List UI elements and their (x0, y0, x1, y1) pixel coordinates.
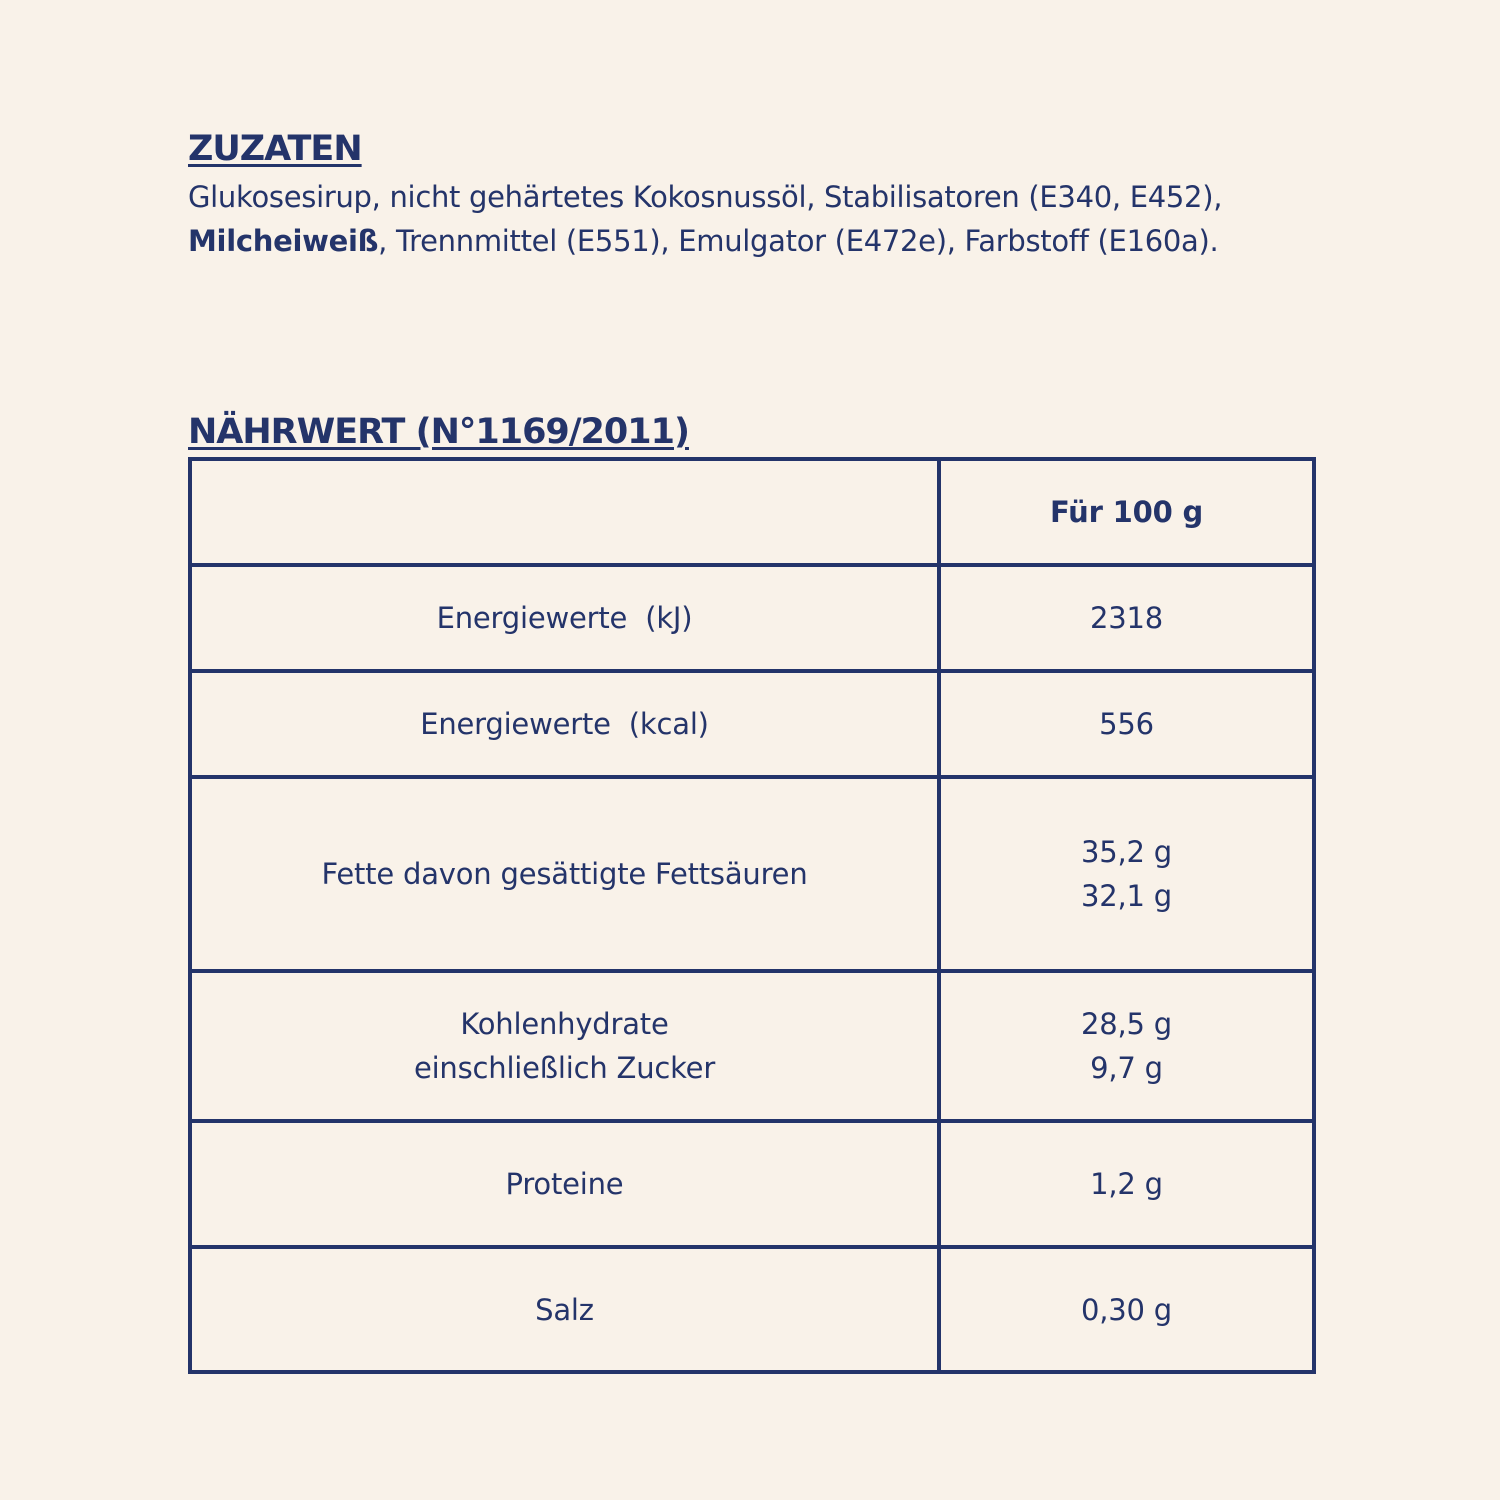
nutrient-label-cell (190, 671, 939, 777)
nutrient-value: 2318 (1089, 601, 1163, 635)
ingredients-text-part1: Glukosesirup, nicht gehärtetes Kokosnussöl, Stabilisatoren (E340, E452), (188, 180, 1223, 214)
nutrition-heading: NÄHRWERT (N°1169/2011) (188, 412, 689, 452)
nutrient-subvalue: 9,7 g (1090, 1051, 1163, 1085)
header-label-cell (190, 459, 939, 565)
nutrient-label: Salz (535, 1292, 594, 1327)
nutrient-value-cell (939, 671, 1314, 777)
nutrient-sublabel: einschließlich Zucker (413, 1051, 716, 1085)
nutrition-table (188, 457, 1316, 1374)
nutrient-label: Energiewerte (kcal) (420, 707, 709, 741)
table-row (190, 971, 1314, 1121)
nutrient-label: Fette davon gesättigte Fettsäuren (321, 857, 808, 891)
nutrient-label-cell (190, 777, 939, 971)
nutrient-subvalue: 32,1 g (1081, 879, 1172, 913)
table-row (190, 671, 1314, 777)
allergen-milk-protein: Milcheiweiß (188, 224, 379, 258)
ingredients-heading: ZUZATEN (188, 129, 362, 169)
header-value-cell: Für 100 g (939, 459, 1314, 565)
nutrient-value-cell (939, 565, 1314, 671)
nutrient-label: Kohlenhydrate (460, 1007, 669, 1041)
nutrient-value: 1,2 g (1090, 1167, 1163, 1201)
nutrient-label: Proteine (505, 1167, 624, 1201)
nutrient-value: 28,5 g (1081, 1007, 1172, 1041)
table-row (190, 565, 1314, 671)
nutrient-label: Energiewerte (kJ) (436, 601, 693, 635)
nutrient-label-cell (190, 565, 939, 671)
nutrient-value-cell (939, 777, 1314, 971)
nutrient-value: 0,30 g (1081, 1292, 1172, 1327)
table-row (190, 1121, 1314, 1247)
ingredients-text (188, 175, 1298, 263)
ingredients-text-part2: , Trennmittel (E551), Emulgator (E472e), Farbstoff (E160a). (378, 224, 1219, 258)
nutrient-value-cell (939, 1121, 1314, 1247)
nutrient-label-cell (190, 1121, 939, 1247)
table-row (190, 777, 1314, 971)
nutrition-header-row (190, 459, 1314, 565)
nutrient-value-cell (939, 971, 1314, 1121)
nutrient-value: 35,2 g (1081, 835, 1172, 869)
nutrient-label-cell (190, 1247, 939, 1372)
nutrient-value: 556 (1099, 707, 1154, 741)
table-row (190, 1247, 1314, 1372)
nutrient-label-cell (190, 971, 939, 1121)
nutrient-value-cell (939, 1247, 1314, 1372)
